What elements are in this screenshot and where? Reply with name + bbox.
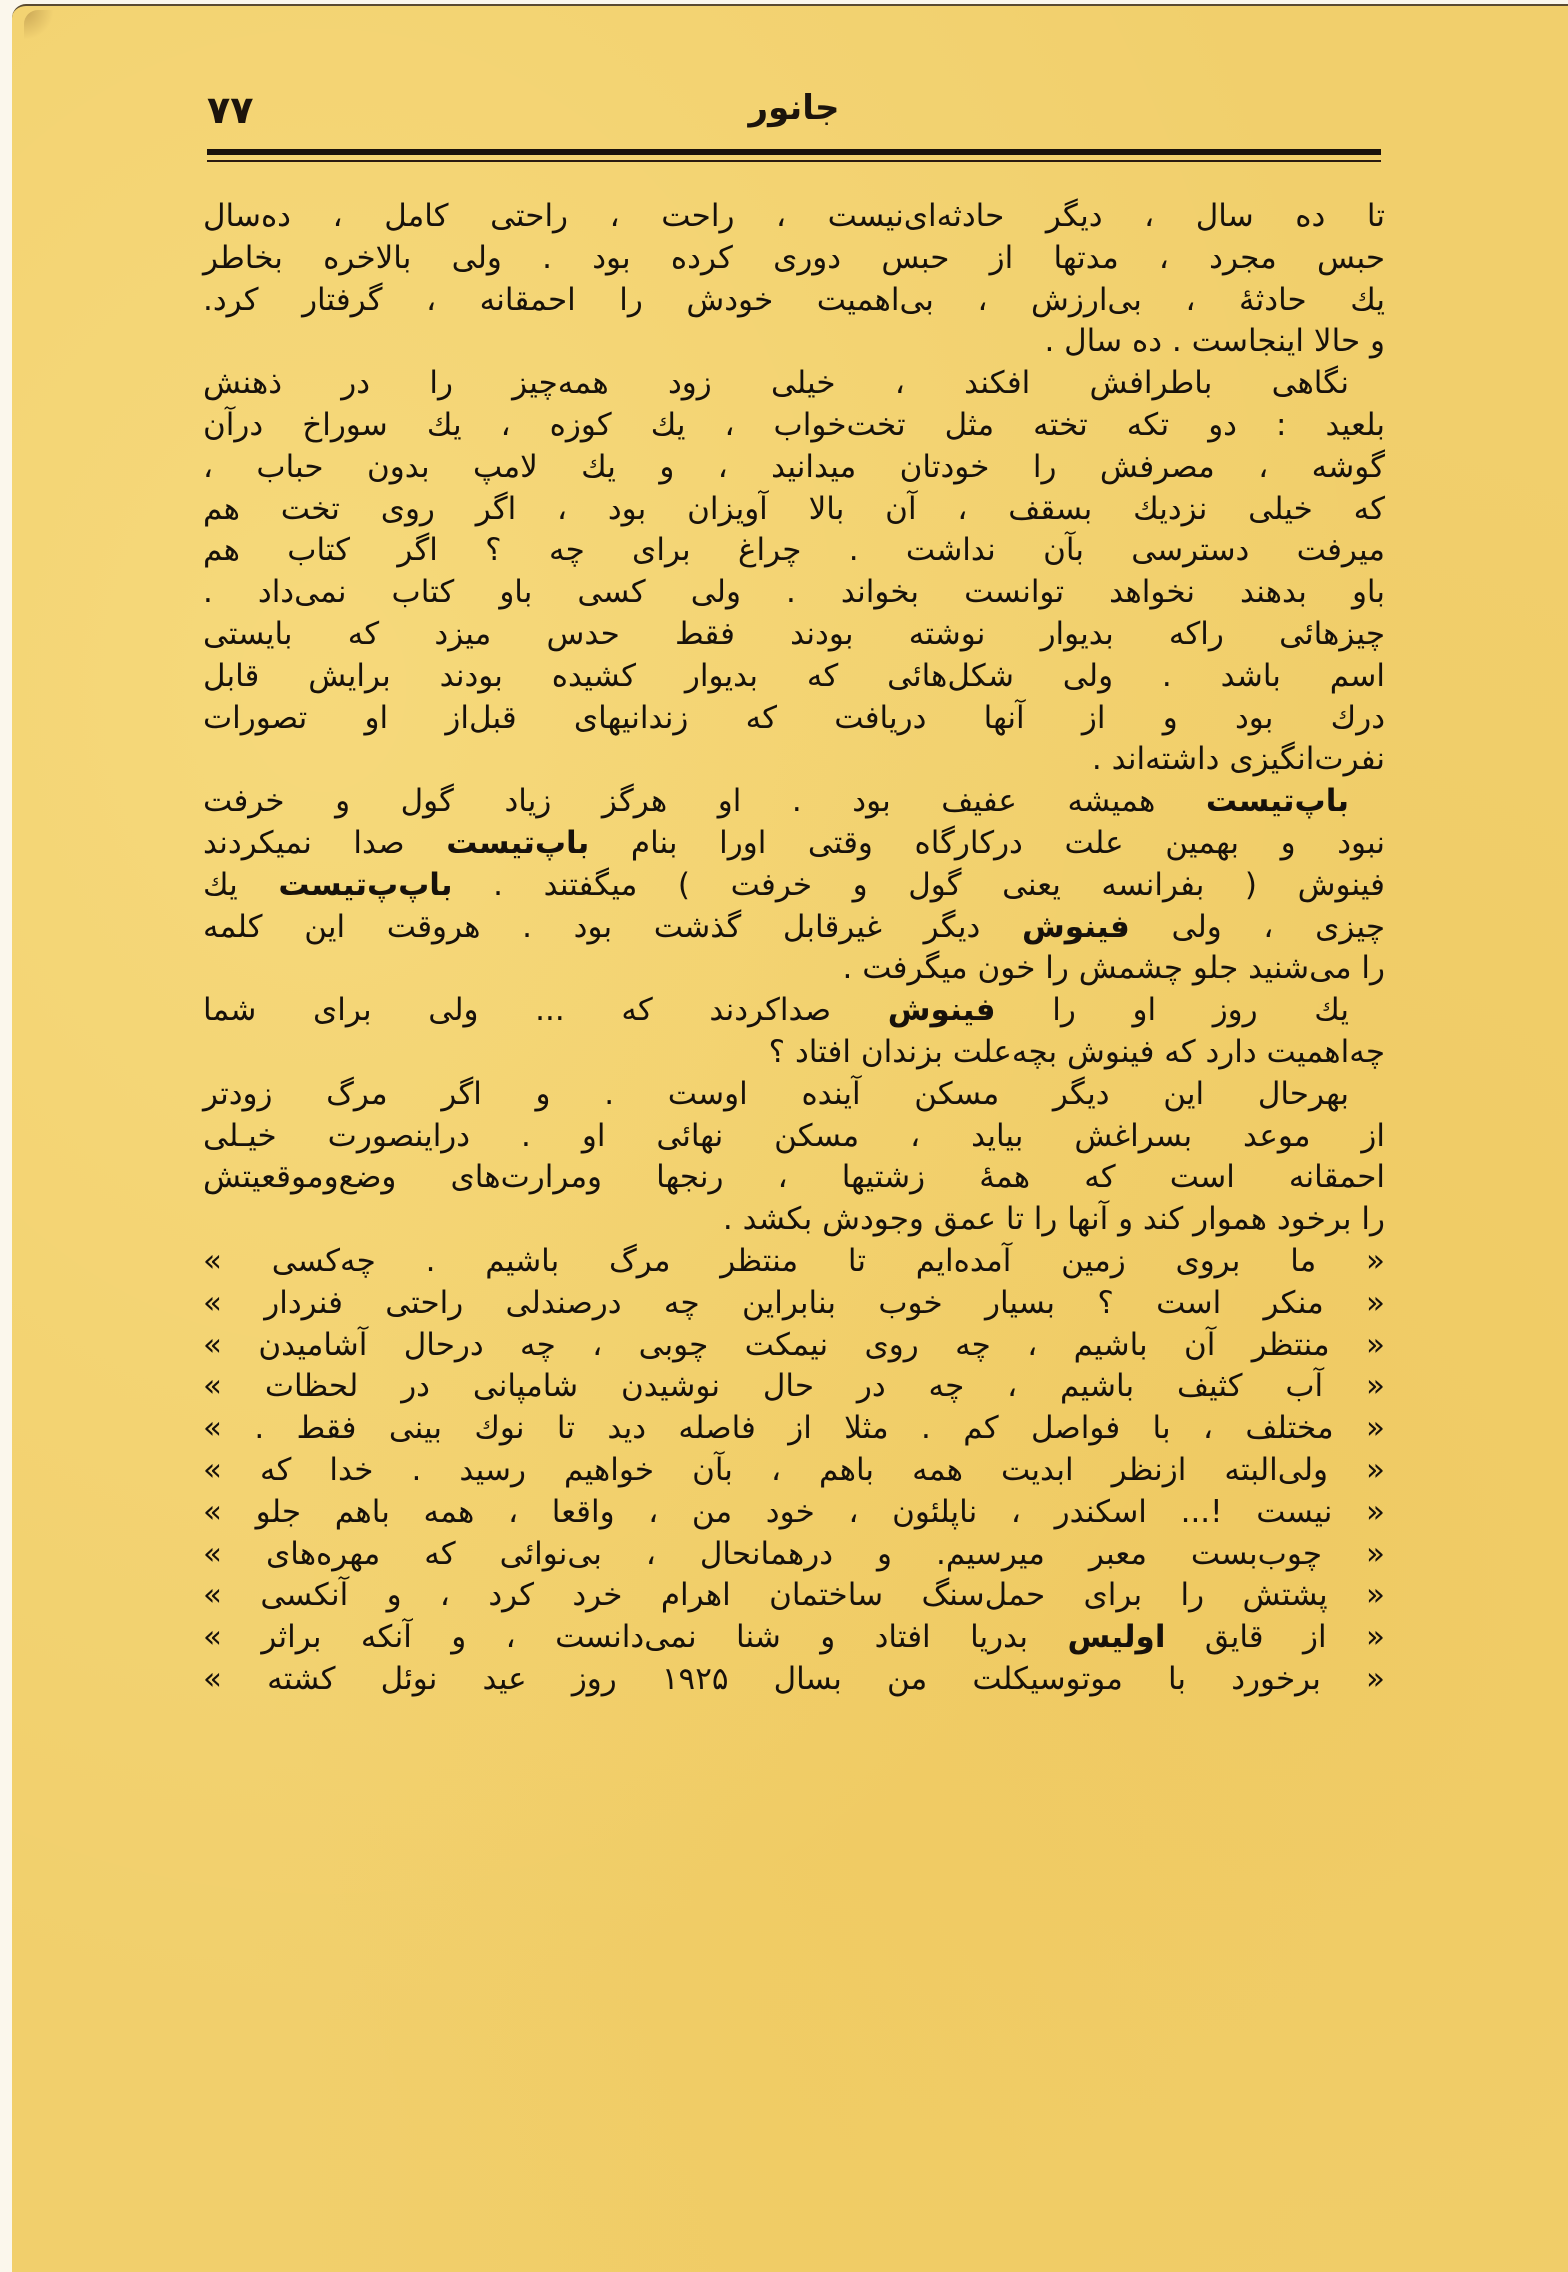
- text-segment: « از قایق: [1165, 1619, 1386, 1656]
- bold-name: باپ‌تیست: [1205, 783, 1349, 820]
- header-rule-thin: [207, 160, 1381, 162]
- bold-name: فینوش: [887, 992, 996, 1029]
- text-line: از موعد بسراغش بیاید ، مسکن نهائی او . دراینصورت خیـلی: [203, 1117, 1385, 1154]
- page-number: ۷۷: [207, 88, 254, 132]
- text-line: نفرت‌انگیزی داشته‌اند .: [1091, 741, 1385, 778]
- text-line: [203, 990, 1385, 1032]
- body-text: [203, 196, 1385, 1701]
- text-segment: صدا نمیکردند: [203, 824, 447, 861]
- quote-line: [203, 1617, 1385, 1659]
- quote-line: « آب کثیف باشیم ، چه در حال نوشیدن شامپانی در لحظات »: [203, 1368, 1385, 1405]
- text-segment: بدریا افتاد و شنا نمی‌دانست ، و آنکه براثر »: [203, 1619, 1068, 1656]
- bold-name: باپ‌تیست: [446, 824, 590, 861]
- page-header: [207, 88, 1381, 148]
- text-segment: فینوش ( بفرانسه یعنی گول و خرفت ) میگفتند .: [452, 866, 1385, 903]
- text-line: اسم باشد . ولی شکل‌هائی که بدیوار کشیده بودند برایش قابل: [203, 657, 1385, 694]
- quote-line: « برخورد با موتوسیکلت من بسال ۱۹۲۵ روز عید نوئل کشته »: [203, 1660, 1385, 1697]
- text-segment: همیشه عفیف بود . او هرگز زیاد گول و خرفت: [203, 783, 1206, 820]
- quote-line: « پشتش را برای حمل‌سنگ ساختمان اهرام خرد کرد ، و آنکسی »: [203, 1577, 1385, 1614]
- text-line: [203, 781, 1385, 823]
- text-line: باو بدهند نخواهد توانست بخواند . ولی کسی باو کتاب نمی‌داد .: [203, 574, 1385, 611]
- running-title: جانور: [748, 88, 840, 128]
- quote-line: « منکر است ؟ بسیار خوب بنابراین چه درصندلی راحتی فنردار »: [203, 1284, 1385, 1321]
- text-line: [203, 823, 1385, 865]
- header-rule-thick: [207, 149, 1381, 155]
- bold-name: باپ‌پ‌تیست: [278, 866, 453, 903]
- quote-line: « ما بروی زمین آمده‌ایم تا منتظر مرگ باشیم . چه‌کسی »: [203, 1242, 1385, 1279]
- text-line: درك بود و از آنها دریافت که زندانیهای قبل‌از او تصورات: [203, 699, 1385, 736]
- text-line: [203, 907, 1385, 949]
- text-line: [203, 865, 1385, 907]
- text-line: چیزهائی راکه بدیوار نوشته بودند فقط حدس میزد که بایستی: [203, 615, 1385, 652]
- quote-line: « مختلف ، با فواصل کم . مثلا از فاصله دید تا نوك بینی فقط . »: [203, 1410, 1385, 1447]
- text-line: چه‌اهمیت دارد که فینوش بچه‌علت بزندان افتاد ؟: [768, 1033, 1385, 1070]
- text-line: حبس مجرد ، مدتها از حبس دوری کرده بود . ولی بالاخره بخاطر: [203, 239, 1385, 276]
- text-line: یك حادثهٔ ، بی‌ارزش ، بی‌اهمیت خودش را احمقانه ، گرفتار کرد.: [203, 281, 1385, 318]
- text-segment: نبود و بهمین علت درکارگاه وقتی اورا بنام: [589, 824, 1385, 861]
- quote-line: « چوب‌بست معبر میرسیم. و درهمانحال ، بی‌نوائی که مهره‌های »: [203, 1535, 1385, 1572]
- text-line: را می‌شنید جلو چشمش را خون میگرفت .: [842, 950, 1385, 987]
- text-line: گوشه ، مصرفش را خودتان میدانید ، و یك لامپ بدون حباب ،: [203, 448, 1385, 485]
- quote-line: « ولی‌البته ازنظر ابدیت همه باهم ، بآن خواهیم رسید . خدا که »: [203, 1451, 1385, 1488]
- text-line: نگاهی باطرافش افکند ، خیلی زود همه‌چیز را در ذهنش: [203, 365, 1349, 402]
- text-line: میرفت دسترسی بآن نداشت . چراغ برای چه ؟ اگر کتاب هم: [203, 532, 1385, 569]
- text-line: و حالا اینجاست . ده سال .: [1044, 323, 1385, 360]
- text-line: را برخود هموار کند و آنها را تا عمق وجودش بکشد .: [722, 1201, 1385, 1238]
- text-segment: دیگر غیرقابل گذشت بود . هروقت این کلمه: [203, 908, 1022, 945]
- quote-line: « نیست !... اسکندر ، ناپلئون ، خود من ، واقعا ، همه باهم جلو »: [203, 1493, 1385, 1530]
- text-line: تا ده سال ، دیگر حادثه‌ای‌نیست ، راحت ، راحتی کامل ، ده‌سال: [203, 198, 1385, 234]
- corner-stain: [24, 10, 54, 40]
- text-line: احمقانه است که همهٔ زشتیها ، رنجها ومرارت‌های وضع‌وموقعیتش: [203, 1159, 1385, 1196]
- bold-name: اولیس: [1067, 1619, 1166, 1656]
- text-segment: صداکردند که ... ولی برای شما: [203, 992, 888, 1029]
- text-segment: چیزی ، ولی: [1129, 908, 1386, 945]
- text-line: که خیلی نزدیك بسقف ، آن بالا آویزان بود ، اگر روی تخت هم: [203, 490, 1385, 527]
- text-segment: یك: [203, 866, 279, 903]
- text-line: بهرحال این دیگر مسکن آینده اوست . و اگر مرگ زودتر: [203, 1075, 1349, 1112]
- text-segment: یك روز او را: [995, 992, 1350, 1029]
- text-line: بلعید : دو تکه تخته مثل تخت‌خواب ، یك کوزه ، یك سوراخ درآن: [203, 406, 1385, 443]
- quote-line: « منتظر آن باشیم ، چه روی نیمکت چوبی ، چه درحال آشامیدن »: [203, 1326, 1385, 1363]
- bold-name: فینوش: [1021, 908, 1130, 945]
